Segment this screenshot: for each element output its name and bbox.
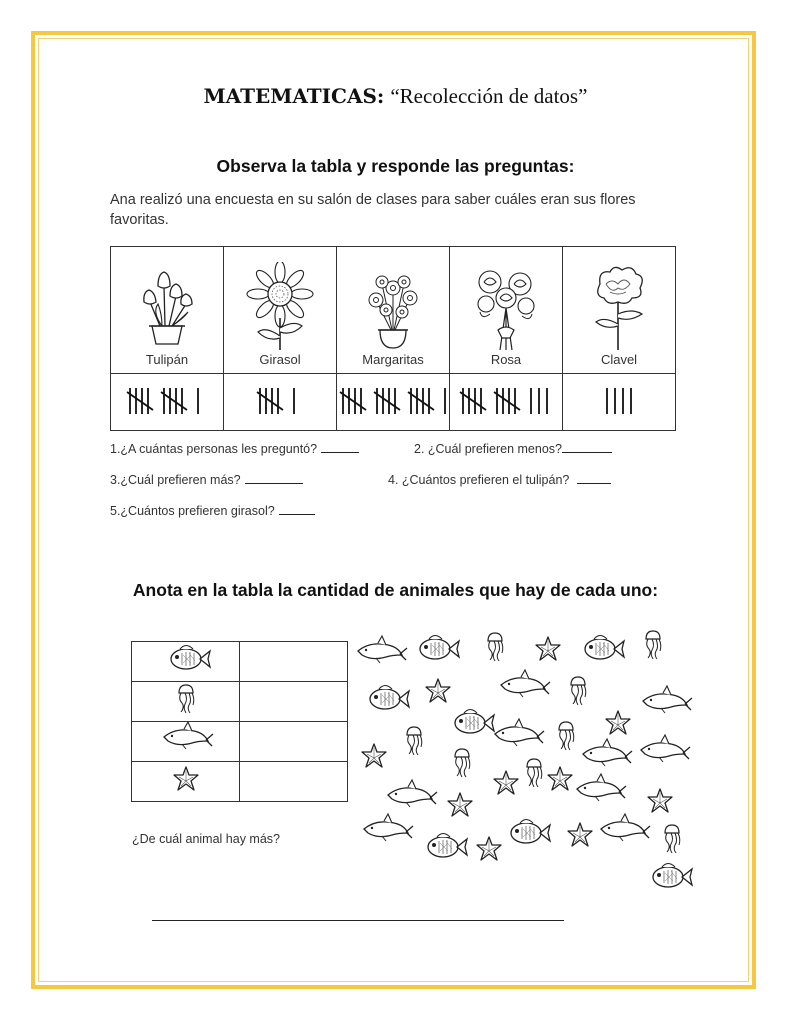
jellyfish-icon [171,682,201,716]
jellyfish-icon [488,633,503,661]
flower-name: Clavel [600,352,638,367]
answer-blank[interactable] [279,503,315,515]
flower-cell-tulip [111,247,224,374]
flower-name: Girasol [259,352,301,367]
jellyfish-icon [665,825,680,853]
fish-icon [370,686,409,710]
dolphin-count-field[interactable] [240,722,348,762]
tally-marks [563,380,675,420]
question-2 [414,441,612,456]
flower-name: Margaritas [362,352,424,367]
title-topic: “Recolección de datos” [390,84,588,108]
question-5-text: 5.¿Cuántos prefieren girasol? [110,504,275,518]
starfish-icon [536,637,560,660]
which-animal-question: ¿De cuál animal hay más? [132,832,280,846]
fish-icon [511,820,550,844]
flower-survey-table [110,246,676,431]
tally-marks [224,380,336,420]
animal-cell-starfish [132,762,240,802]
starfish-icon [426,679,450,702]
dolphin-icon [641,735,690,762]
dolphin-icon [577,774,626,801]
starfish-icon [448,793,472,816]
tulip-icon [132,268,202,350]
intro-text: Ana realizó una encuesta en su salón de clases para saber cuáles eran sus flores favoritas. [110,192,636,228]
dolphin-icon [388,780,437,807]
jellyfish-icon [646,631,661,659]
question-3-text: 3.¿Cuál prefieren más? [110,473,241,487]
answer-blank[interactable] [562,441,612,453]
worksheet-title [0,84,791,109]
jellyfish-icon [527,759,542,787]
answer-line[interactable] [152,920,564,921]
tally-cell [450,374,563,431]
tally-marks [111,380,223,420]
flower-cell-rose [450,247,563,374]
starfish-icon [477,837,501,860]
carnation-icon [584,264,654,350]
answer-blank[interactable] [321,441,359,453]
animal-cell-dolphin [132,722,240,762]
dolphin-icon [501,670,550,697]
jellyfish-icon [559,722,574,750]
dolphin-icon [154,722,218,756]
dolphin-icon [601,814,650,841]
animal-cell-jellyfish [132,682,240,722]
tally-cell [224,374,337,431]
fish-icon [653,864,692,888]
starfish-icon [648,789,672,812]
rose-icon [470,264,542,350]
tally-marks [450,380,562,420]
jellyfish-icon [407,727,422,755]
question-5 [110,503,315,518]
dolphin-icon [358,636,407,663]
sunflower-icon [240,262,320,350]
tally-cell [563,374,676,431]
fish-icon [420,636,459,660]
title-subject: MATEMATICAS: [203,84,385,108]
question-2-text: 2. ¿Cuál prefieren menos? [414,442,562,456]
section2-heading: Anota en la tabla la cantidad de animales que hay de cada uno: [132,580,659,600]
tally-marks [337,380,449,420]
starfish-icon [568,823,592,846]
question-4-text: 4. ¿Cuántos prefieren el tulipán? [388,473,570,487]
starfish-icon [169,762,203,796]
answer-blank[interactable] [245,472,303,484]
dolphin-icon [583,739,632,766]
dolphin-icon [364,814,413,841]
fish-icon [455,710,494,734]
animal-cell-fish [132,642,240,682]
section1-heading: Observa la tabla y responde las preguntas: [216,156,575,176]
animal-count-table [131,641,348,802]
question-1-text: 1.¿A cuántas personas les preguntó? [110,442,318,456]
jellyfish-count-field[interactable] [240,682,348,722]
flower-cell-daisy [337,247,450,374]
animal-scatter [350,625,695,900]
starfish-count-field[interactable] [240,762,348,802]
question-3 [110,472,303,487]
dolphin-icon [495,719,544,746]
flower-name: Rosa [490,352,522,367]
daisy-icon [358,270,428,350]
starfish-icon [494,771,518,794]
question-4 [388,472,611,487]
question-1 [110,441,359,456]
flower-cell-carnation [563,247,676,374]
dolphin-icon [643,686,692,713]
fish-icon [585,636,624,660]
fish-icon [156,642,216,676]
jellyfish-icon [571,677,586,705]
tally-cell [111,374,224,431]
flower-name: Tulipán [145,352,189,367]
fish-icon [428,834,467,858]
fish-count-field[interactable] [240,642,348,682]
starfish-icon [362,744,386,767]
starfish-icon [548,767,572,790]
jellyfish-icon [455,749,470,777]
tally-cell [337,374,450,431]
starfish-icon [606,711,630,734]
flower-cell-sunflower [224,247,337,374]
answer-blank[interactable] [577,472,611,484]
